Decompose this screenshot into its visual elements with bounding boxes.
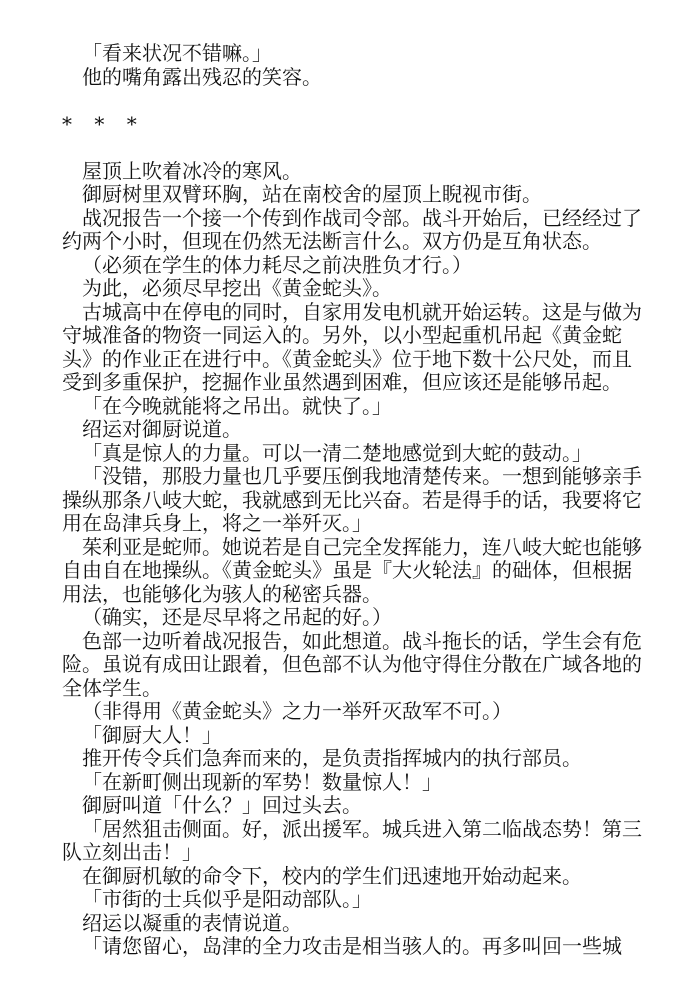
paragraph: 绍运以凝重的表情说道。 xyxy=(82,910,302,935)
section-break: * * * xyxy=(62,111,145,136)
paragraph: 「真是惊人的力量。可以一清二楚地感觉到大蛇的鼓动。」 xyxy=(82,440,592,465)
paragraph: 古城高中在停电的同时，自家用发电机就开始运转。这是与做为守城准备的物资一同运入的。另外，以小型起重机吊起《黄金蛇头》的作业正在进行中。《黄金蛇头》位于地下数十公尺处，而且受到多重保护，挖掘作业虽然遇到困难，但应该还是能够吊起。 xyxy=(62,299,642,394)
paragraph: 「市街的士兵似乎是阳动部队。」 xyxy=(82,887,372,911)
paragraph: 「御厨大人！」 xyxy=(82,722,222,747)
paragraph: 绍运对御厨说道。 xyxy=(82,417,242,441)
document-page xyxy=(62,42,642,959)
paragraph: 战况报告一个接一个传到作战司令部。战斗开始后，已经经过了约两个小时，但现在仍然无法断言什么。双方仍是互角状态。 xyxy=(62,205,642,253)
paragraph: 推开传令兵们急奔而来的，是负责指挥城内的执行部员。 xyxy=(82,746,582,770)
paragraph: 他的嘴角露出残忍的笑容。 xyxy=(82,64,322,89)
paragraph: 在御厨机敏的命令下，校内的学生们迅速地开始动起来。 xyxy=(82,863,582,888)
blank-line xyxy=(62,136,642,160)
paragraph: 「居然狙击侧面。好，派出援军。城兵进入第二临战态势！第三队立刻出击！」 xyxy=(62,816,642,864)
paragraph: 御厨叫道「什么？」回过头去。 xyxy=(82,793,362,817)
paragraph: 「看来状况不错嘛。」 xyxy=(82,41,272,65)
paragraph: （确实，还是尽早将之吊起的好。） xyxy=(82,605,392,629)
blank-line xyxy=(62,89,642,113)
paragraph: （必须在学生的体力耗尽之前决胜负才行。） xyxy=(82,252,472,277)
paragraph: 「请您留心，岛津的全力攻击是相当骇人的。再多叫回一些城 xyxy=(82,934,622,958)
paragraph: 为此，必须尽早挖出《黄金蛇头》。 xyxy=(82,276,392,300)
paragraph: 茱利亚是蛇师。她说若是自己完全发挥能力，连八岐大蛇也能够自由自在地操纵。《黄金蛇头》虽是『大火轮法』的础体，但根据用法，也能够化为骇人的秘密兵器。 xyxy=(62,534,642,606)
paragraph: 屋顶上吹着冰冷的寒风。 xyxy=(82,158,302,183)
paragraph: 色部一边听着战况报告，如此想道。战斗拖长的话，学生会有危险。虽说有成田让跟着，但色部不认为他守得住分散在广域各地的全体学生。 xyxy=(62,628,642,700)
paragraph: （非得用《黄金蛇头》之力一举歼灭敌军不可。） xyxy=(82,699,512,723)
paragraph: 「在今晚就能将之吊出。就快了。」 xyxy=(82,393,392,418)
paragraph: 「在新町侧出现新的军势！数量惊人！」 xyxy=(82,769,442,794)
paragraph: 御厨树里双臂环胸，站在南校舍的屋顶上睨视市街。 xyxy=(82,182,542,206)
paragraph: 「没错，那股力量也几乎要压倒我地清楚传来。一想到能够亲手操纵那条八岐大蛇，我就感到无比兴奋。若是得手的话，我要将它用在岛津兵身上，将之一举歼灭。」 xyxy=(62,464,642,535)
